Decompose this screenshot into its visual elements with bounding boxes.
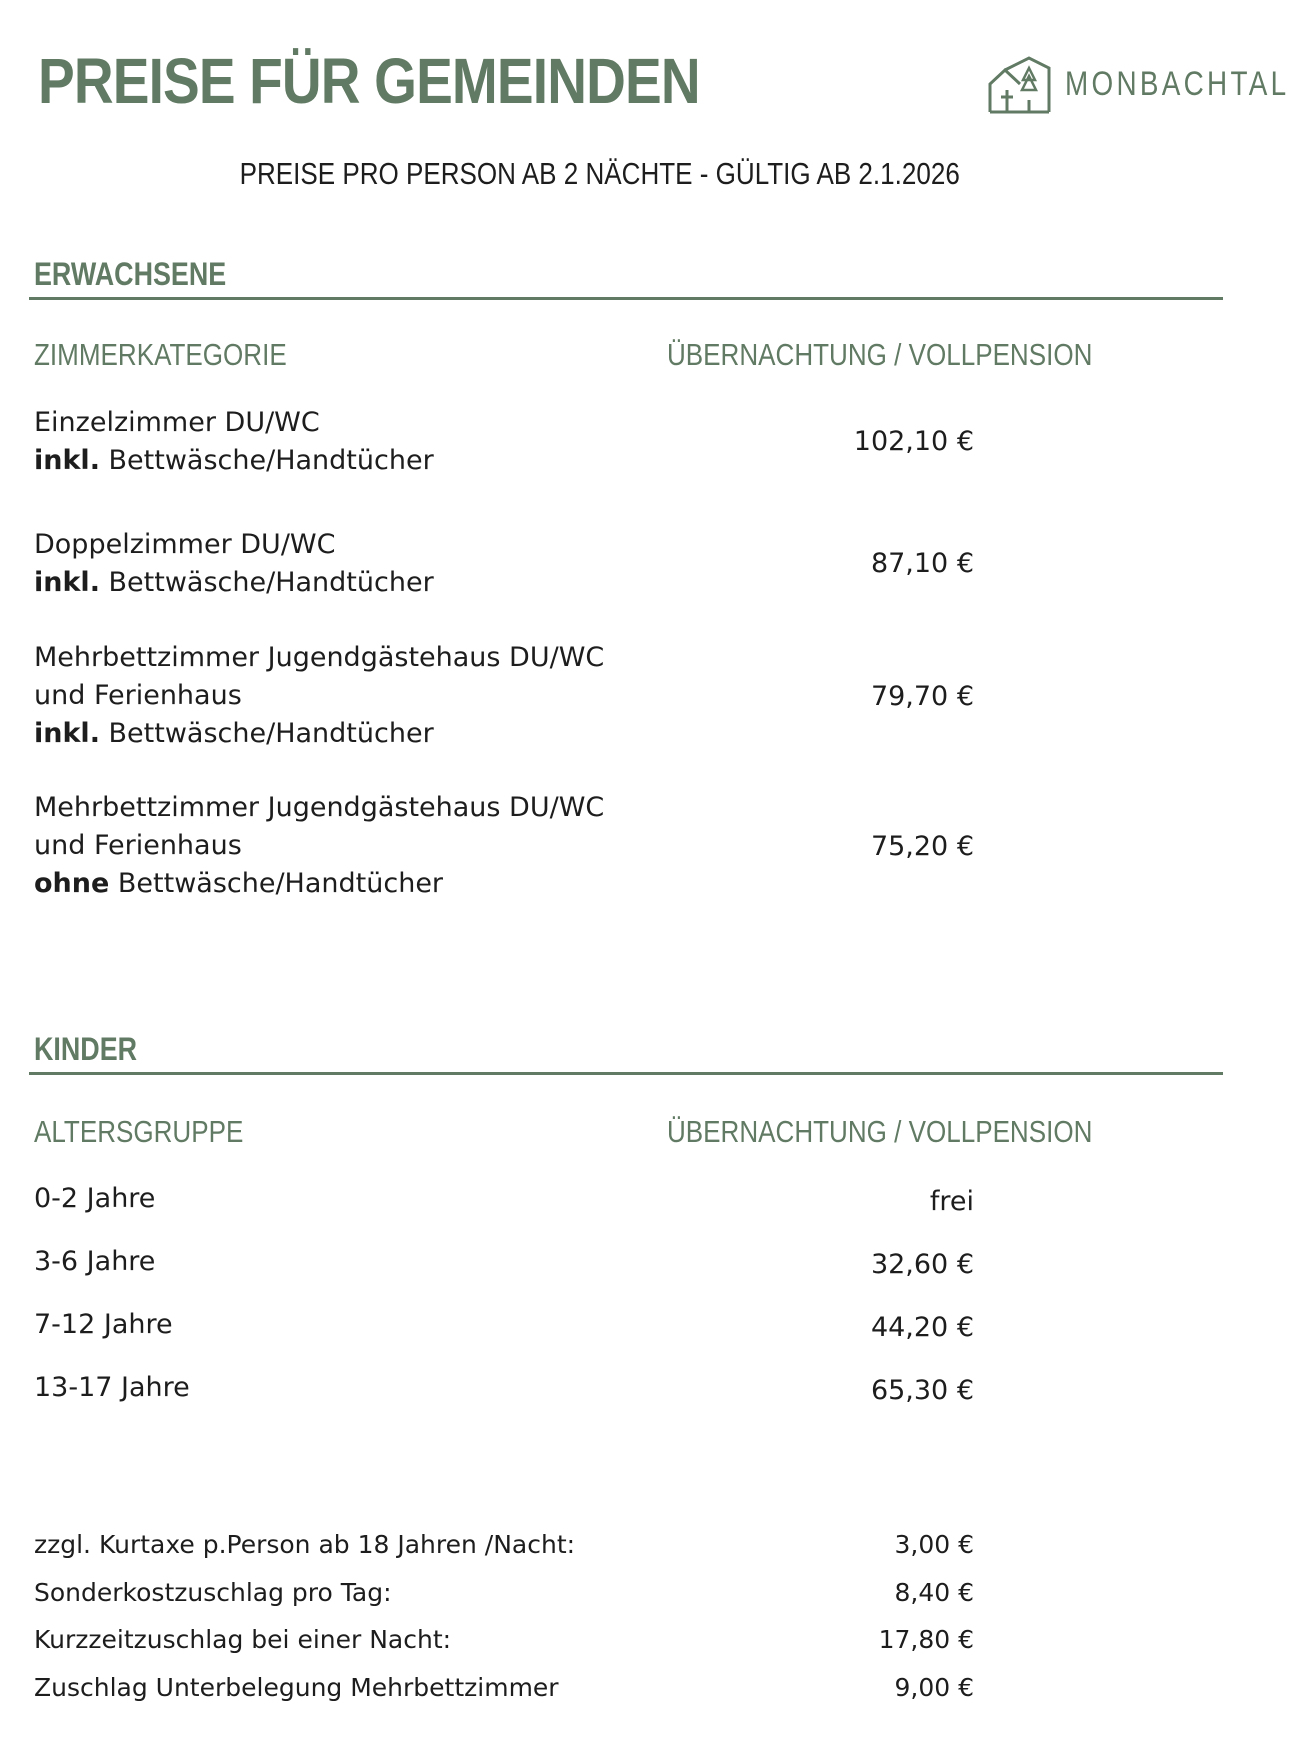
- adults-row-label: [34, 639, 604, 753]
- linen-note-bold: inkl.: [34, 445, 100, 476]
- children-row-label: 3-6 Jahre: [34, 1246, 156, 1277]
- brand-logo: [987, 54, 1290, 114]
- children-divider: [29, 1072, 1223, 1075]
- adults-row-price: 75,20 €: [870, 831, 974, 862]
- adults-col-price: ÜBERNACHTUNG / VOLLPENSION: [667, 337, 1093, 372]
- children-row-price: 32,60 €: [870, 1249, 974, 1280]
- linen-note: [34, 715, 604, 753]
- adults-col-category: ZIMMERKATEGORIE: [34, 337, 287, 372]
- house-with-cross-and-tree-icon: [987, 54, 1051, 114]
- children-row-label: 0-2 Jahre: [34, 1183, 156, 1214]
- room-name-cont: und Ferienhaus: [34, 830, 242, 861]
- room-name-cont: und Ferienhaus: [34, 680, 242, 711]
- room-name: Einzelzimmer DU/WC: [34, 407, 320, 438]
- linen-note-bold: inkl.: [34, 718, 100, 749]
- page-title: PREISE FÜR GEMEINDEN: [38, 45, 700, 117]
- adults-divider: [29, 297, 1223, 300]
- room-name: Mehrbettzimmer Jugendgästehaus DU/WC: [34, 792, 605, 823]
- adults-heading: ERWACHSENE: [34, 256, 227, 292]
- children-col-price: ÜBERNACHTUNG / VOLLPENSION: [667, 1114, 1093, 1149]
- room-name: Mehrbettzimmer Jugendgästehaus DU/WC: [34, 642, 605, 673]
- linen-note: [34, 865, 604, 903]
- children-heading: KINDER: [34, 1031, 138, 1067]
- adults-row-price: 102,10 €: [853, 426, 974, 457]
- linen-note: [34, 564, 434, 602]
- linen-note-text: Bettwäsche/Handtücher: [109, 868, 444, 899]
- adults-row-price: 79,70 €: [870, 681, 974, 712]
- linen-note-text: Bettwäsche/Handtücher: [99, 567, 434, 598]
- brand-name: MONBACHTAL: [1065, 64, 1290, 103]
- adults-row-label: [34, 404, 434, 480]
- children-row-price: frei: [929, 1186, 974, 1217]
- children-row-label: 13-17 Jahre: [34, 1372, 190, 1403]
- extra-price: 3,00 €: [894, 1530, 974, 1559]
- linen-note-text: Bettwäsche/Handtücher: [99, 718, 434, 749]
- extra-label: Kurzzeitzuschlag bei einer Nacht:: [34, 1625, 452, 1654]
- extra-price: 9,00 €: [894, 1673, 974, 1702]
- extra-price: 17,80 €: [878, 1625, 974, 1654]
- price-subtitle: [0, 156, 1200, 192]
- adults-row-label: [34, 789, 604, 903]
- children-row-price: 65,30 €: [870, 1375, 974, 1406]
- extra-label: Zuschlag Unterbelegung Mehrbettzimmer: [34, 1673, 559, 1702]
- extra-label: zzgl. Kurtaxe p.Person ab 18 Jahren /Nacht:: [34, 1530, 576, 1559]
- extra-price: 8,40 €: [894, 1578, 974, 1607]
- linen-note-bold: inkl.: [34, 567, 100, 598]
- linen-note: [34, 442, 434, 480]
- linen-note-bold: ohne: [34, 868, 110, 899]
- adults-row-price: 87,10 €: [870, 548, 974, 579]
- extra-label: Sonderkostzuschlag pro Tag:: [34, 1578, 392, 1607]
- children-row-label: 7-12 Jahre: [34, 1309, 173, 1340]
- children-row-price: 44,20 €: [870, 1312, 974, 1343]
- room-name: Doppelzimmer DU/WC: [34, 529, 336, 560]
- linen-note-text: Bettwäsche/Handtücher: [99, 445, 434, 476]
- children-col-group: ALTERSGRUPPE: [34, 1114, 244, 1149]
- subtitle-text: PREISE PRO PERSON AB 2 NÄCHTE - GÜLTIG AB 2.1.2026: [239, 156, 961, 191]
- adults-row-label: [34, 526, 434, 602]
